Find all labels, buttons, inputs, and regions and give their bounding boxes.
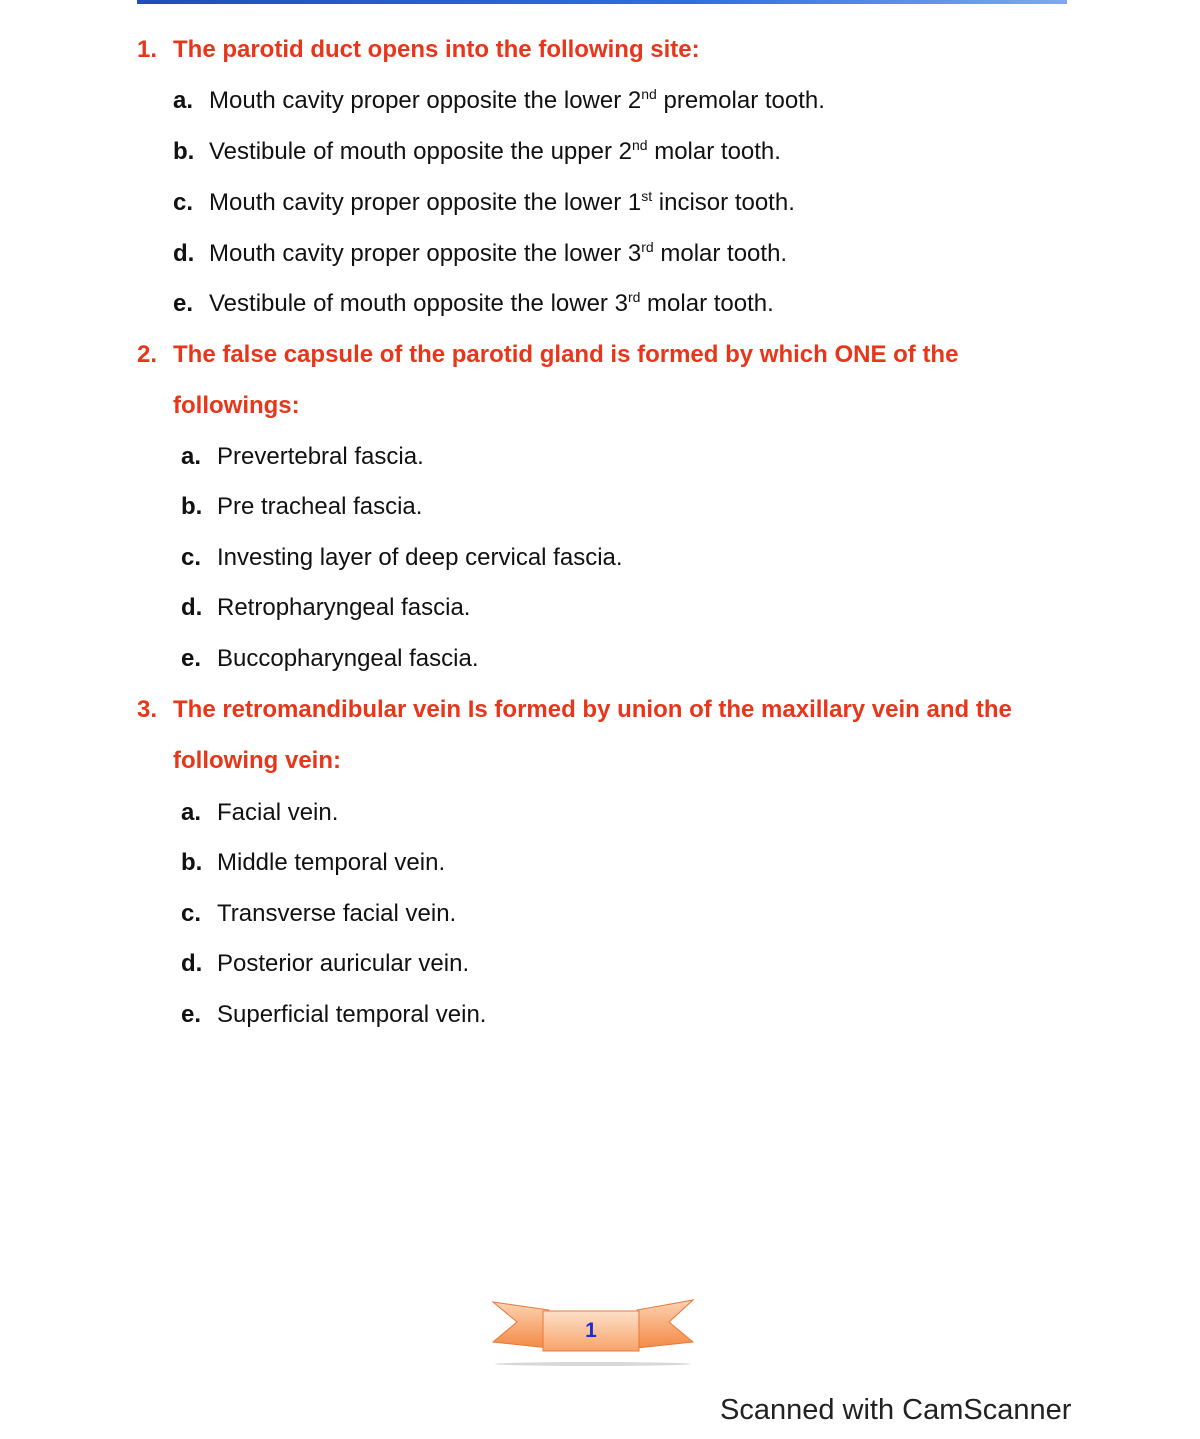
question-text-continued: followings:: [173, 392, 300, 419]
option-letter: c.: [173, 189, 194, 216]
option-text: Mouth cavity proper opposite the lower 1: [209, 189, 642, 216]
ordinal-suffix: rd: [627, 289, 641, 305]
question-1-option-e: [173, 278, 774, 329]
option-text-end: molar tooth.: [640, 290, 774, 317]
ordinal-suffix: nd: [641, 86, 657, 102]
option-letter: a.: [173, 87, 194, 114]
option-letter: a.: [181, 799, 202, 826]
question-2-option-a: [181, 431, 424, 482]
ordinal-suffix: rd: [641, 239, 654, 255]
option-text: Transverse facial vein.: [217, 900, 457, 927]
question-number: 1.: [137, 36, 158, 63]
question-3-option-d: [181, 938, 469, 989]
option-text-end: molar tooth.: [647, 138, 781, 165]
ordinal-suffix: nd: [631, 137, 648, 153]
option-text: Retropharyngeal fascia.: [217, 594, 471, 621]
option-letter: b.: [181, 849, 203, 876]
ordinal-suffix: st: [641, 188, 653, 204]
top-rule: [137, 0, 1067, 4]
question-1-option-a: [173, 75, 825, 126]
option-text: Buccopharyngeal fascia.: [217, 645, 479, 672]
option-text: Posterior auricular vein.: [217, 950, 470, 977]
option-letter: d.: [181, 950, 203, 977]
scanner-watermark: Scanned with CamScanner: [720, 1394, 1072, 1426]
question-1-option-b: [173, 126, 781, 177]
option-letter: b.: [181, 493, 203, 520]
page-number: 1: [585, 1319, 597, 1342]
question-number: 2.: [137, 341, 158, 368]
option-text: Middle temporal vein.: [217, 849, 446, 876]
question-3-option-b: [181, 837, 445, 888]
option-letter: e.: [173, 290, 194, 317]
question-2-stem: [137, 329, 958, 431]
option-letter: d.: [173, 240, 195, 267]
option-letter: e.: [181, 645, 202, 672]
option-letter: a.: [181, 443, 202, 470]
option-text: Superficial temporal vein.: [217, 1001, 487, 1028]
option-text-end: incisor tooth.: [652, 189, 795, 216]
option-text: Vestibule of mouth opposite the lower 3: [209, 290, 628, 317]
question-text-continued: following vein:: [173, 747, 341, 774]
option-letter: e.: [181, 1001, 202, 1028]
question-text: The retromandibular vein Is formed by union of the maxillary vein and the: [173, 696, 1012, 723]
question-2-option-b: [181, 481, 422, 532]
question-1-stem: [137, 24, 700, 75]
question-text: The parotid duct opens into the following site:: [173, 36, 700, 63]
option-text: Facial vein.: [217, 799, 339, 826]
question-3-option-a: [181, 787, 338, 838]
option-letter: d.: [181, 594, 203, 621]
option-text: Mouth cavity proper opposite the lower 2: [209, 87, 642, 114]
option-text-end: molar tooth.: [653, 240, 788, 267]
option-text: Pre tracheal fascia.: [217, 493, 423, 520]
question-text: The false capsule of the parotid gland is formed by which ONE of the: [173, 341, 959, 368]
page-number-badge: [491, 1296, 695, 1368]
question-1-option-c: [173, 177, 795, 228]
question-2-option-e: [181, 633, 479, 684]
question-2-option-d: [181, 582, 470, 633]
option-text: Prevertebral fascia.: [217, 443, 424, 470]
option-text: Vestibule of mouth opposite the upper 2: [209, 138, 632, 165]
question-number: 3.: [137, 696, 158, 723]
option-text-end: premolar tooth.: [656, 87, 825, 114]
option-letter: b.: [173, 138, 195, 165]
option-letter: c.: [181, 900, 202, 927]
question-2-option-c: [181, 532, 623, 583]
question-3-stem: [137, 684, 1012, 786]
question-3-option-c: [181, 888, 456, 939]
question-3-option-e: [181, 989, 486, 1040]
option-text: Investing layer of deep cervical fascia.: [217, 544, 623, 571]
question-1-option-d: [173, 228, 787, 279]
option-text: Mouth cavity proper opposite the lower 3: [209, 240, 642, 267]
option-letter: c.: [181, 544, 202, 571]
